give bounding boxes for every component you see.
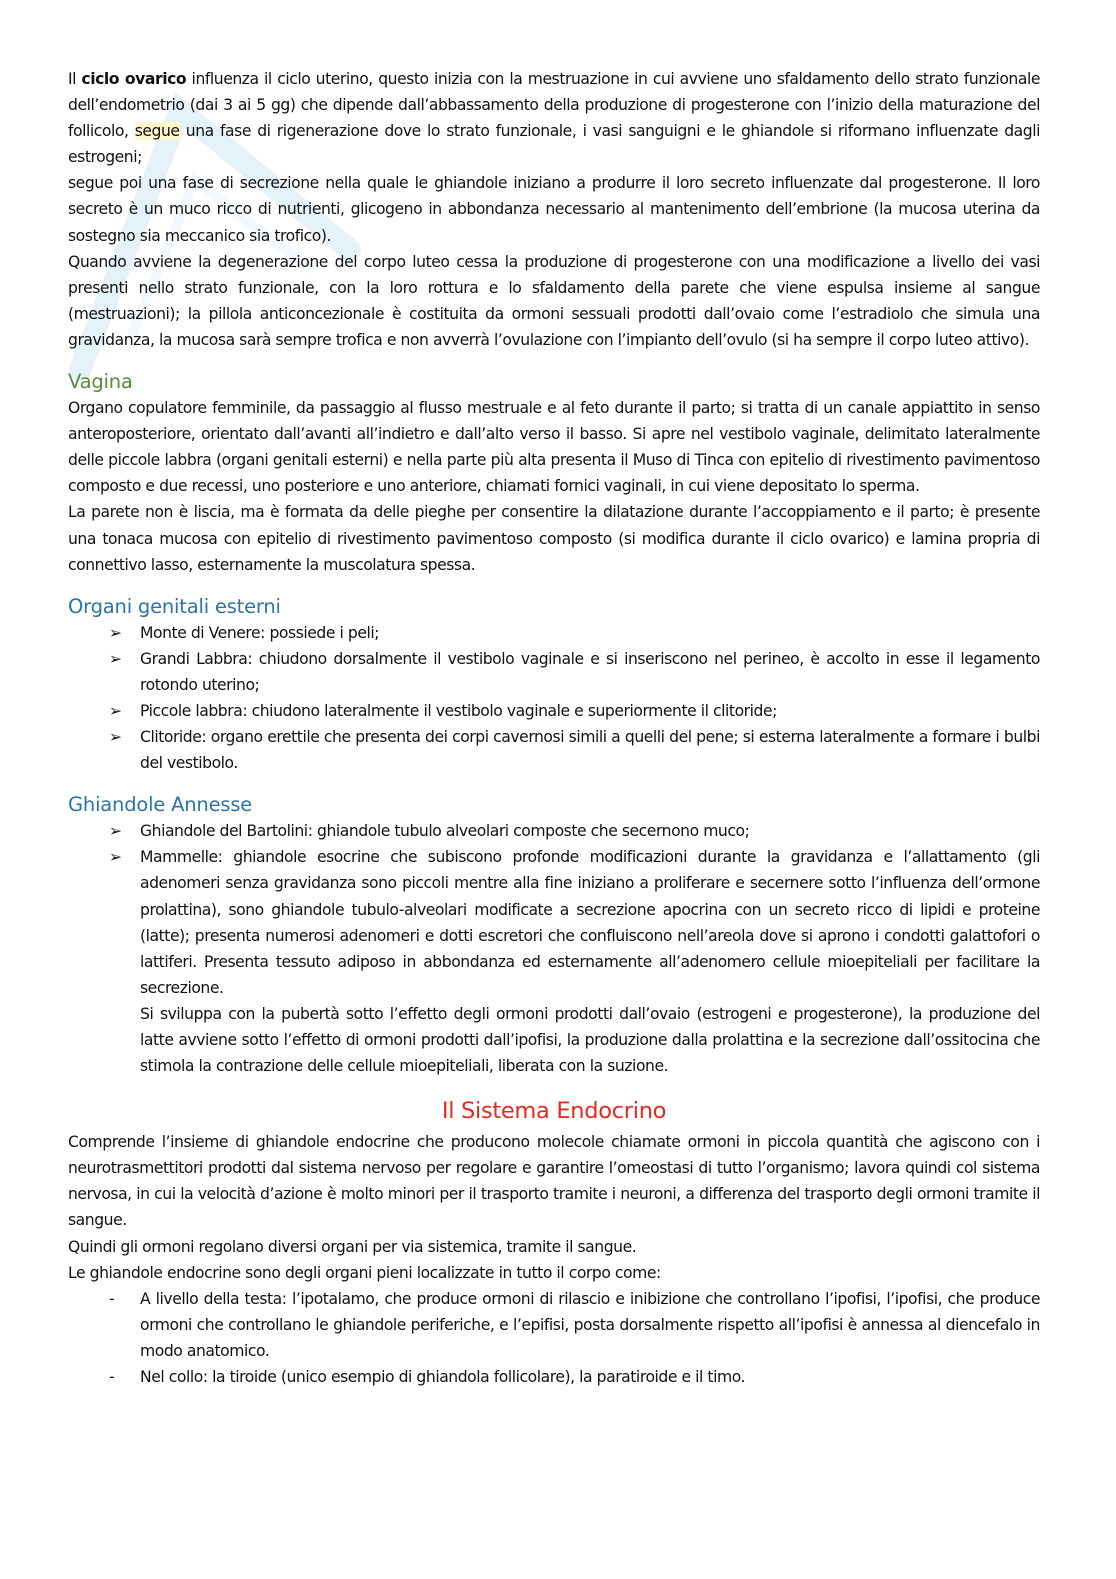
arrow-bullet-icon: ➢ (109, 822, 122, 841)
list-item: ➢ Clitoride: organo erettile che presenta dei corpi cavernosi simili a quelli del pene; si esterna lateralmente a formare i bulbi del vestibolo. (68, 724, 1040, 776)
list-item: ➢ Ghiandole del Bartolini: ghiandole tubulo alveolari composte che secernono muco; (68, 818, 1040, 844)
intro-paragraph-2: segue poi una fase di secrezione nella quale le ghiandole iniziano a produrre il loro secreto influenzate dal progesterone. Il loro secreto è un muco ricco di nutrienti, glicogeno in abbondanza necessario al mantenimento dell’embrione (la mucosa uterina da sostegno sia meccanico sia trofico). (68, 174, 1040, 245)
heading-organi-genitali-esterni: Organi genitali esterni (68, 594, 281, 618)
organi-list (68, 620, 1040, 777)
arrow-bullet-icon: ➢ (109, 649, 122, 668)
endocrino-paragraph-2: Quindi gli ormoni regolano diversi organi per via sistemica, tramite il sangue. (68, 1237, 637, 1256)
intro-paragraph-3: Quando avviene la degenerazione del corpo luteo cessa la produzione di progesterone con una modificazione a livello dei vasi presenti nello strato funzionale, con la loro rottura e lo sfaldamento della parete che viene espulsa insieme al sangue (mestruazioni); la pillola anticoncezionale è costituita da ormoni sessuali prodotti dall’ovaio come l’estradiolo che simula una gravidanza, la mucosa sarà sempre trofica e non avverrà l’ovulazione con l’impianto dell’ovulo (si ha sempre il corpo luteo attivo). (68, 252, 1040, 349)
document-page (68, 66, 1040, 1390)
dash-bullet-icon: - (109, 1289, 115, 1308)
vagina-paragraph-1: Organo copulatore femminile, da passaggio al flusso mestruale e al feto durante il parto; si tratta di un canale appiattito in senso anteroposteriore, orientato dall’avanti all’indietro e dall’alto verso il basso. Si apre nel vestibolo vaginale, delimitato lateralmente delle piccole labbra (organi genitali esterni) e nella parte più alta presenta il Muso di Tinca con epitelio di rivestimento pavimentoso composto e due recessi, uno posteriore e uno anteriore, chiamati fornici vaginali, in cui viene depositato lo sperma. (68, 399, 1040, 496)
dash-bullet-icon: - (109, 1368, 115, 1387)
intro-paragraph-1: Il ciclo ovarico influenza il ciclo uterino, questo inizia con la mestruazione in cui avviene uno sfaldamento dello strato funzionale dell’endometrio (dai 3 ai 5 gg) che dipende dall’abbassamento della produzione di progesterone con l’inizio della maturazione del follicolo, segue una fase di rigenerazione dove lo strato funzionale, i vasi sanguigni e le ghiandole si riformano influenzate dagli estrogeni; (68, 70, 1041, 167)
vagina-paragraph-2: La parete non è liscia, ma è formata da delle pieghe per consentire la dilatazione durante l’accoppiamento e il parto; è presente una tonaca mucosa con epitelio di rivestimento pavimentoso composto (si modifica durante il ciclo ovarico) e lamina propria di connettivo lasso, esternamente la muscolatura spessa. (68, 503, 1040, 574)
endocrino-paragraph-3: Le ghiandole endocrine sono degli organi pieni localizzate in tutto il corpo come: (68, 1263, 661, 1282)
list-item: ➢ Piccole labbra: chiudono lateralmente il vestibolo vaginale e superiormente il clitoride; (68, 698, 1040, 724)
heading-ghiandole-annesse: Ghiandole Annesse (68, 793, 253, 817)
arrow-bullet-icon: ➢ (109, 728, 122, 747)
endocrino-paragraph-1: Comprende l’insieme di ghiandole endocrine che producono molecole chiamate ormoni in piccola quantità che agiscono con i neurotrasmettitori prodotti dal sistema nervoso per regolare e garantire l’omeostasi di tutto l’organismo; lavora quindi col sistema nervosa, in cui la velocità d’azione è molto minori per il trasporto tramite i neuroni, a differenza del trasporto degli ormoni tramite il sangue. (68, 1133, 1040, 1230)
list-item: - A livello della testa: l’ipotalamo, che produce ormoni di rilascio e inibizione che controllano l’ipofisi, l’ipofisi, che produce ormoni che controllano le ghiandole periferiche, e l’epifisi, posta dorsalmente rispetto all’ipofisi è annessa al diencefalo in modo anatomico. (68, 1286, 1040, 1364)
heading-vagina: Vagina (68, 370, 133, 394)
heading-sistema-endocrino: Il Sistema Endocrino (441, 1098, 667, 1125)
list-item: ➢ Mammelle: ghiandole esocrine che subiscono profonde modificazioni durante la gravidanza e l’allattamento (gli adenomeri senza gravidanza sono piccoli mentre alla fine iniziano a proliferare e secernere sotto l’influenza dell’ormone prolattina), sono ghiandole tubulo-alveolari modificate a secrezione apocrina con un secreto ricco di lipidi e proteine (latte); presenta numerosi adenomeri e dotti escretori che confluiscono nell’areola dove si aprono i condotti galattofori o lattiferi. Presenta tessuto adiposo in abbondanza ed esternamente all’adenomero cellule mioepiteliali per facilitare la secrezione. (68, 844, 1040, 1001)
ghiandole-list (68, 818, 1040, 1079)
list-item: - Nel collo: la tiroide (unico esempio di ghiandola follicolare), la paratiroide e il timo. (68, 1364, 1040, 1390)
arrow-bullet-icon: ➢ (109, 623, 122, 642)
highlighted-word: segue (134, 122, 180, 141)
endocrino-list (68, 1286, 1040, 1390)
list-item: ➢ Grandi Labbra: chiudono dorsalmente il vestibolo vaginale e si inseriscono nel perineo, è accolto in esse il legamento rotondo uterino; (68, 646, 1040, 698)
arrow-bullet-icon: ➢ (109, 848, 122, 867)
list-item: ➢ Monte di Venere: possiede i peli; (68, 620, 1040, 646)
arrow-bullet-icon: ➢ (109, 701, 122, 720)
list-item-continuation: Si sviluppa con la pubertà sotto l’effetto degli ormoni prodotti dall’ovaio (estrogeni e progesterone), la produzione del latte avviene sotto l’effetto di ormoni prodotti dall’ipofisi, la produzione dalla prolattina e la secrezione dall’ossitocina che stimola la contrazione delle cellule mioepiteliali, liberata con la suzione. (140, 1004, 1040, 1076)
ciclo-ovarico-bold: ciclo ovarico (81, 70, 187, 88)
